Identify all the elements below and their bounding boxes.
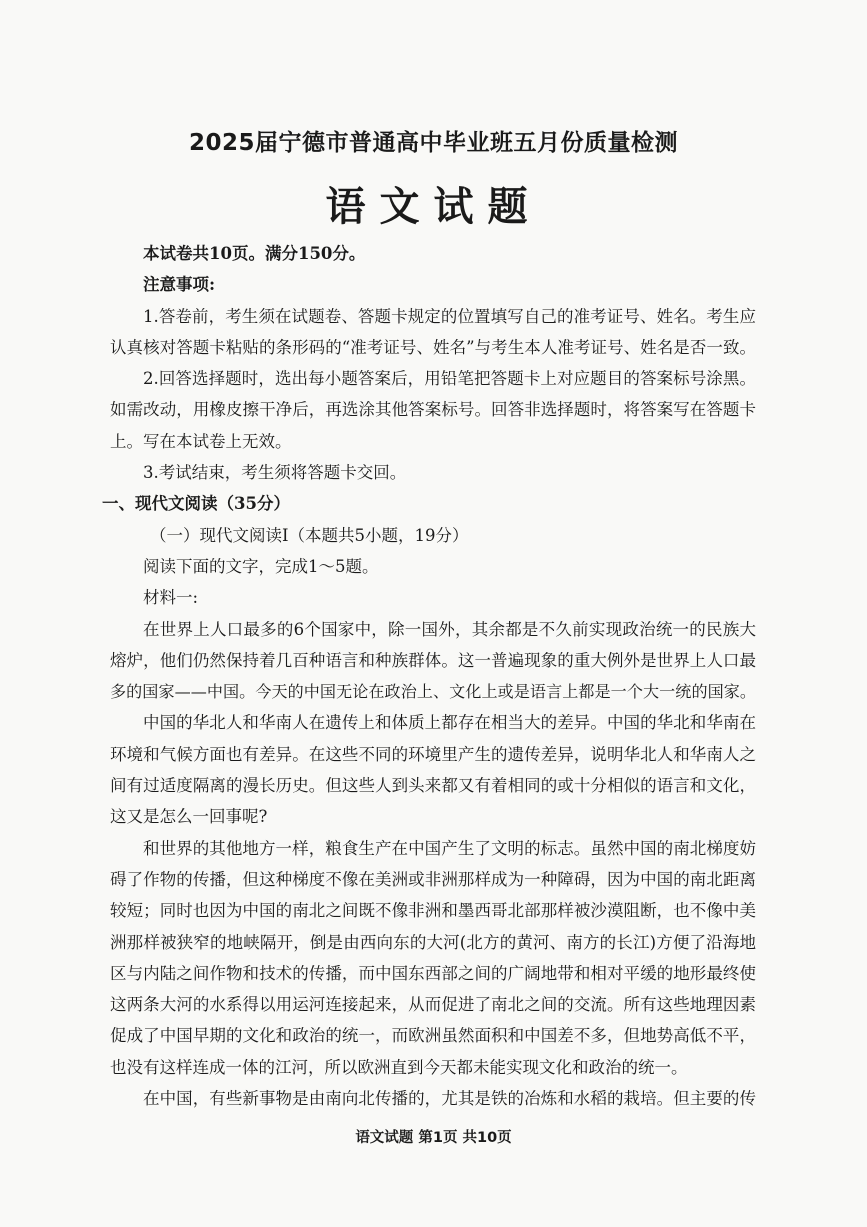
notice-line: 3.考试结束，考生须将答题卡交回。 — [143, 463, 407, 483]
subject-title: 语文试题 — [325, 183, 542, 230]
notice-heading: 注意事项: — [143, 275, 216, 295]
notice-line: 2.回答选择题时，选出每小题答案后，用铅笔把答题卡上对应题目的答案标号涂黑。 — [143, 369, 756, 389]
passage-line: 促成了中国早期的文化和政治的统一，而欧洲虽然面积和中国差不多，但地势高低不平， — [110, 1026, 756, 1046]
passage-line: 中国的华北人和华南人在遗传上和体质上都存在相当大的差异。中国的华北和华南在 — [143, 713, 756, 733]
passage-line: 较短；同时也因为中国的南北之间既不像非洲和墨西哥北部那样被沙漠阻断，也不像中美 — [110, 901, 756, 921]
passage-line: 洲那样被狭窄的地峡隔开，倒是由西向东的大河(北方的黄河、南方的长江)方便了沿海地 — [110, 932, 756, 952]
material-label: 材料一: — [143, 588, 199, 608]
reading-instruction: 阅读下面的文字，完成1～5题。 — [143, 556, 379, 576]
passage-line: 多的国家——中国。今天的中国无论在政治上、文化上或是语言上都是一个大一统的国家。 — [110, 682, 756, 702]
passage-line: 这又是怎么一回事呢? — [110, 807, 268, 827]
section-subheading: （一）现代文阅读Ⅰ（本题共5小题，19分） — [150, 525, 469, 545]
paper-summary: 本试卷共10页。满分150分。 — [143, 244, 366, 263]
section-heading: 一、现代文阅读（35分） — [102, 494, 290, 514]
passage-line: 环境和气候方面也有差异。在这些不同的环境里产生的遗传差异，说明华北人和华南人之 — [110, 744, 756, 764]
passage-line: 区与内陆之间作物和技术的传播，而中国东西部之间的广阔地带和相对平缓的地形最终使 — [110, 963, 756, 983]
page-footer: 语文试题 第1页 共10页 — [355, 1130, 512, 1146]
notice-line: 如需改动，用橡皮擦干净后，再选涂其他答案标号。回答非选择题时，将答案写在答题卡 — [110, 400, 756, 420]
passage-line: 在中国，有些新事物是由南向北传播的，尤其是铁的冶炼和水稻的栽培。但主要的传 — [143, 1089, 756, 1109]
exam-body — [102, 238, 756, 1114]
exam-title: 2025届宁德市普通高中毕业班五月份质量检测 — [188, 130, 678, 156]
passage-line: 也没有这样连成一体的江河，所以欧洲直到今天都未能实现文化和政治的统一。 — [110, 1057, 688, 1077]
notice-line: 上。写在本试卷上无效。 — [110, 431, 292, 451]
notice-line: 1.答卷前，考生须在试题卷、答题卡规定的位置填写自己的准考证号、姓名。考生应 — [143, 306, 756, 326]
passage-line: 和世界的其他地方一样，粮食生产在中国产生了文明的标志。虽然中国的南北梯度妨 — [143, 838, 756, 858]
passage-line: 碍了作物的传播，但这种梯度不像在美洲或非洲那样成为一种障碍，因为中国的南北距离 — [110, 869, 756, 889]
passage-line: 熔炉，他们仍然保持着几百种语言和种族群体。这一普遍现象的重大例外是世界上人口最 — [110, 650, 756, 670]
passage-line: 在世界上人口最多的6个国家中，除一国外，其余都是不久前实现政治统一的民族大 — [143, 619, 756, 639]
passage-line: 间有过适度隔离的漫长历史。但这些人到头来都又有着相同的或十分相似的语言和文化， — [110, 776, 756, 796]
notice-line: 认真核对答题卡粘贴的条形码的“准考证号、姓名”与考生本人准考证号、姓名是否一致。 — [110, 337, 756, 357]
passage-line: 这两条大河的水系得以用运河连接起来，从而促进了南北之间的交流。所有这些地理因素 — [110, 995, 756, 1015]
